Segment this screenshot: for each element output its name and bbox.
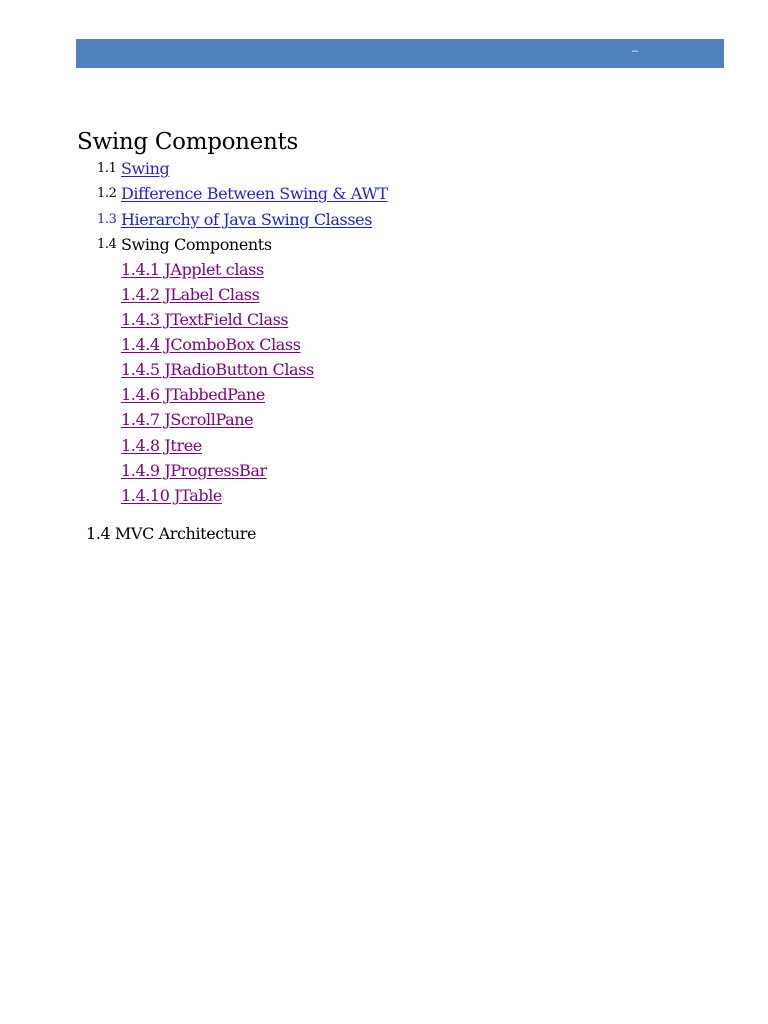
toc-link-swing[interactable]: Swing bbox=[121, 159, 170, 178]
toc-link-jlabel[interactable]: 1.4.2 JLabel Class bbox=[121, 285, 260, 304]
toc-link-jtextfield[interactable]: 1.4.3 JTextField Class bbox=[121, 310, 289, 329]
page-title: Swing Components bbox=[77, 129, 298, 155]
toc-link-jtabbedpane[interactable]: 1.4.6 JTabbedPane bbox=[121, 385, 265, 404]
toc-number: 1.1 bbox=[97, 161, 117, 176]
toc-link-jtree[interactable]: 1.4.8 Jtree bbox=[121, 436, 202, 455]
toc-link-japplet[interactable]: 1.4.1 JApplet class bbox=[121, 260, 264, 279]
toc-link-jprogressbar[interactable]: 1.4.9 JProgressBar bbox=[121, 461, 267, 480]
toc-link-jcombobox[interactable]: 1.4.4 JComboBox Class bbox=[121, 335, 301, 354]
toc-link-hierarchy[interactable]: Hierarchy of Java Swing Classes bbox=[121, 210, 373, 229]
toc-heading-swing-components: Swing Components bbox=[121, 235, 272, 254]
toc-link-difference[interactable]: Difference Between Swing & AWT bbox=[121, 184, 388, 203]
toc-number: 1.2 bbox=[97, 186, 117, 201]
toc-number: 1.4 bbox=[97, 237, 117, 252]
header-dash: – bbox=[632, 45, 639, 57]
toc-link-jscrollpane[interactable]: 1.4.7 JScrollPane bbox=[121, 410, 254, 429]
toc-link-jradiobutton[interactable]: 1.4.5 JRadioButton Class bbox=[121, 360, 314, 379]
section-heading-mvc: 1.4 MVC Architecture bbox=[86, 524, 257, 543]
header-bar bbox=[76, 39, 724, 68]
toc-link-jtable[interactable]: 1.4.10 JTable bbox=[121, 486, 222, 505]
toc-number: 1.3 bbox=[97, 212, 117, 227]
